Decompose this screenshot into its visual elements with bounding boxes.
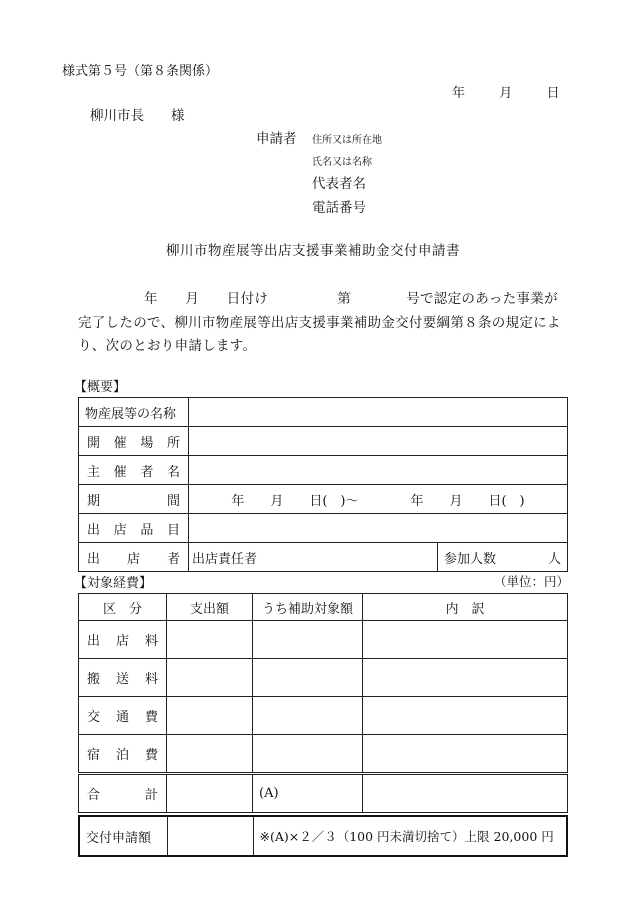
grant-label: 交付申請額 bbox=[79, 816, 167, 856]
date-day: 日 bbox=[546, 86, 560, 101]
table-row bbox=[79, 427, 568, 456]
expenses-unit: （単位：円） bbox=[494, 574, 570, 589]
label-char: 目 bbox=[166, 522, 180, 538]
applicant-representative-label: 代表者名 bbox=[312, 176, 366, 192]
label-char: 名 bbox=[166, 464, 180, 480]
overview-label bbox=[79, 427, 189, 456]
label-char: 店 bbox=[126, 551, 140, 567]
overview-label bbox=[79, 514, 189, 543]
label-char: 店 bbox=[113, 522, 127, 538]
participants-unit: 人 bbox=[547, 551, 561, 567]
label-char: 泊 bbox=[115, 748, 129, 763]
expense-amount[interactable] bbox=[167, 659, 253, 697]
table-row bbox=[79, 456, 568, 485]
label-char: 所 bbox=[166, 435, 180, 451]
table-row bbox=[79, 621, 568, 659]
label-char: 期 bbox=[87, 493, 101, 509]
participants-cell[interactable] bbox=[438, 543, 568, 572]
total-label bbox=[79, 774, 167, 813]
label-char: 催 bbox=[113, 464, 127, 480]
table-row bbox=[79, 697, 568, 735]
table-row bbox=[79, 514, 568, 543]
table-row bbox=[79, 659, 568, 697]
col-header-subsidy: うち補助対象額 bbox=[253, 594, 363, 621]
expense-label bbox=[79, 697, 167, 735]
overview-label bbox=[79, 543, 189, 572]
overview-label: 物産展等の名称 bbox=[79, 398, 189, 427]
period-value[interactable]: 年 月 日( )～ 年 月 日( ) bbox=[189, 485, 568, 514]
label-char: 者 bbox=[140, 464, 154, 480]
applicant-label: 申請者 bbox=[256, 131, 297, 147]
total-subsidy-amount[interactable] bbox=[253, 774, 363, 813]
manager-label: 出店責任者 bbox=[192, 551, 258, 567]
col-header-category: 区 分 bbox=[79, 594, 167, 621]
label-char: 宿 bbox=[87, 748, 101, 763]
total-row bbox=[79, 774, 568, 813]
col-header-expenditure: 支出額 bbox=[167, 594, 253, 621]
label-char: 費 bbox=[144, 710, 158, 725]
label-char: 合 bbox=[87, 788, 101, 803]
label-char: 間 bbox=[166, 493, 180, 509]
label-char: 送 bbox=[115, 672, 129, 687]
breakdown[interactable] bbox=[363, 697, 568, 735]
expense-label bbox=[79, 735, 167, 774]
overview-value[interactable] bbox=[189, 514, 568, 543]
grant-table bbox=[78, 815, 568, 857]
grant-amount[interactable] bbox=[167, 816, 253, 856]
applicant-address-label: 住所又は所在地 bbox=[312, 135, 382, 146]
overview-label bbox=[79, 456, 189, 485]
subsidy-amount[interactable] bbox=[253, 697, 363, 735]
overview-label bbox=[79, 485, 189, 514]
addressee: 柳川市長 様 bbox=[90, 108, 185, 124]
total-breakdown[interactable] bbox=[363, 774, 568, 813]
participants-label: 参加人数 bbox=[444, 551, 497, 567]
label-char: 催 bbox=[113, 435, 127, 451]
overview-value[interactable] bbox=[189, 398, 568, 427]
table-row bbox=[79, 398, 568, 427]
col-header-breakdown: 内 訳 bbox=[363, 594, 568, 621]
label-char: 店 bbox=[115, 634, 129, 649]
date-month: 月 bbox=[499, 86, 513, 101]
body-line-3: り、次のとおり申請します。 bbox=[78, 338, 257, 354]
table-row bbox=[79, 735, 568, 774]
label-char: 者 bbox=[166, 551, 180, 567]
label-char: 通 bbox=[115, 710, 129, 725]
overview-table bbox=[78, 397, 568, 572]
subsidy-amount[interactable] bbox=[253, 735, 363, 774]
body-line-1: 年 月 日付け 第 号で認定のあった事業が bbox=[144, 291, 558, 307]
label-char: 品 bbox=[140, 522, 154, 538]
form-number: 様式第５号（第８条関係） bbox=[62, 64, 219, 79]
label-char: 開 bbox=[87, 435, 101, 451]
breakdown[interactable] bbox=[363, 735, 568, 774]
expense-amount[interactable] bbox=[167, 735, 253, 774]
table-header-row bbox=[79, 594, 568, 621]
overview-heading: 【概要】 bbox=[74, 380, 127, 395]
date-year: 年 bbox=[452, 86, 466, 101]
label-char: 主 bbox=[87, 464, 101, 480]
expenses-table bbox=[78, 593, 568, 813]
subsidy-amount[interactable] bbox=[253, 659, 363, 697]
label-char: 出 bbox=[87, 634, 101, 649]
grant-note: ※(A)×２／３（100 円未満切捨て）上限 20,000 円 bbox=[253, 816, 567, 856]
table-row bbox=[79, 543, 568, 572]
label-char: 費 bbox=[144, 748, 158, 763]
label-char: 搬 bbox=[87, 672, 101, 687]
expense-amount[interactable] bbox=[167, 697, 253, 735]
label-char: 料 bbox=[144, 672, 158, 687]
table-row bbox=[79, 485, 568, 514]
label-char: 場 bbox=[140, 435, 154, 451]
label-char: 出 bbox=[87, 522, 101, 538]
document-title: 柳川市物産展等出店支援事業補助金交付申請書 bbox=[166, 243, 460, 259]
label-char: 交 bbox=[87, 710, 101, 725]
body-line-2: 完了したので、柳川市物産展等出店支援事業補助金交付要綱第８条の規定によ bbox=[78, 315, 561, 331]
expense-label bbox=[79, 621, 167, 659]
label-char: 計 bbox=[144, 788, 158, 803]
breakdown[interactable] bbox=[363, 659, 568, 697]
applicant-phone-label: 電話番号 bbox=[312, 200, 366, 216]
total-expense-amount[interactable] bbox=[167, 774, 253, 813]
subsidy-mark-a: (A) bbox=[259, 786, 279, 801]
overview-value[interactable] bbox=[189, 456, 568, 485]
label-char: 出 bbox=[87, 551, 101, 567]
label-char: 料 bbox=[144, 634, 158, 649]
manager-cell[interactable] bbox=[189, 543, 438, 572]
subsidy-amount[interactable] bbox=[253, 621, 363, 659]
expenses-heading: 【対象経費】 bbox=[74, 576, 153, 591]
overview-value[interactable] bbox=[189, 427, 568, 456]
date-line bbox=[452, 82, 560, 101]
expense-amount[interactable] bbox=[167, 621, 253, 659]
applicant-name-label: 氏名又は名称 bbox=[312, 157, 372, 168]
grant-row bbox=[79, 816, 567, 856]
breakdown[interactable] bbox=[363, 621, 568, 659]
expense-label bbox=[79, 659, 167, 697]
